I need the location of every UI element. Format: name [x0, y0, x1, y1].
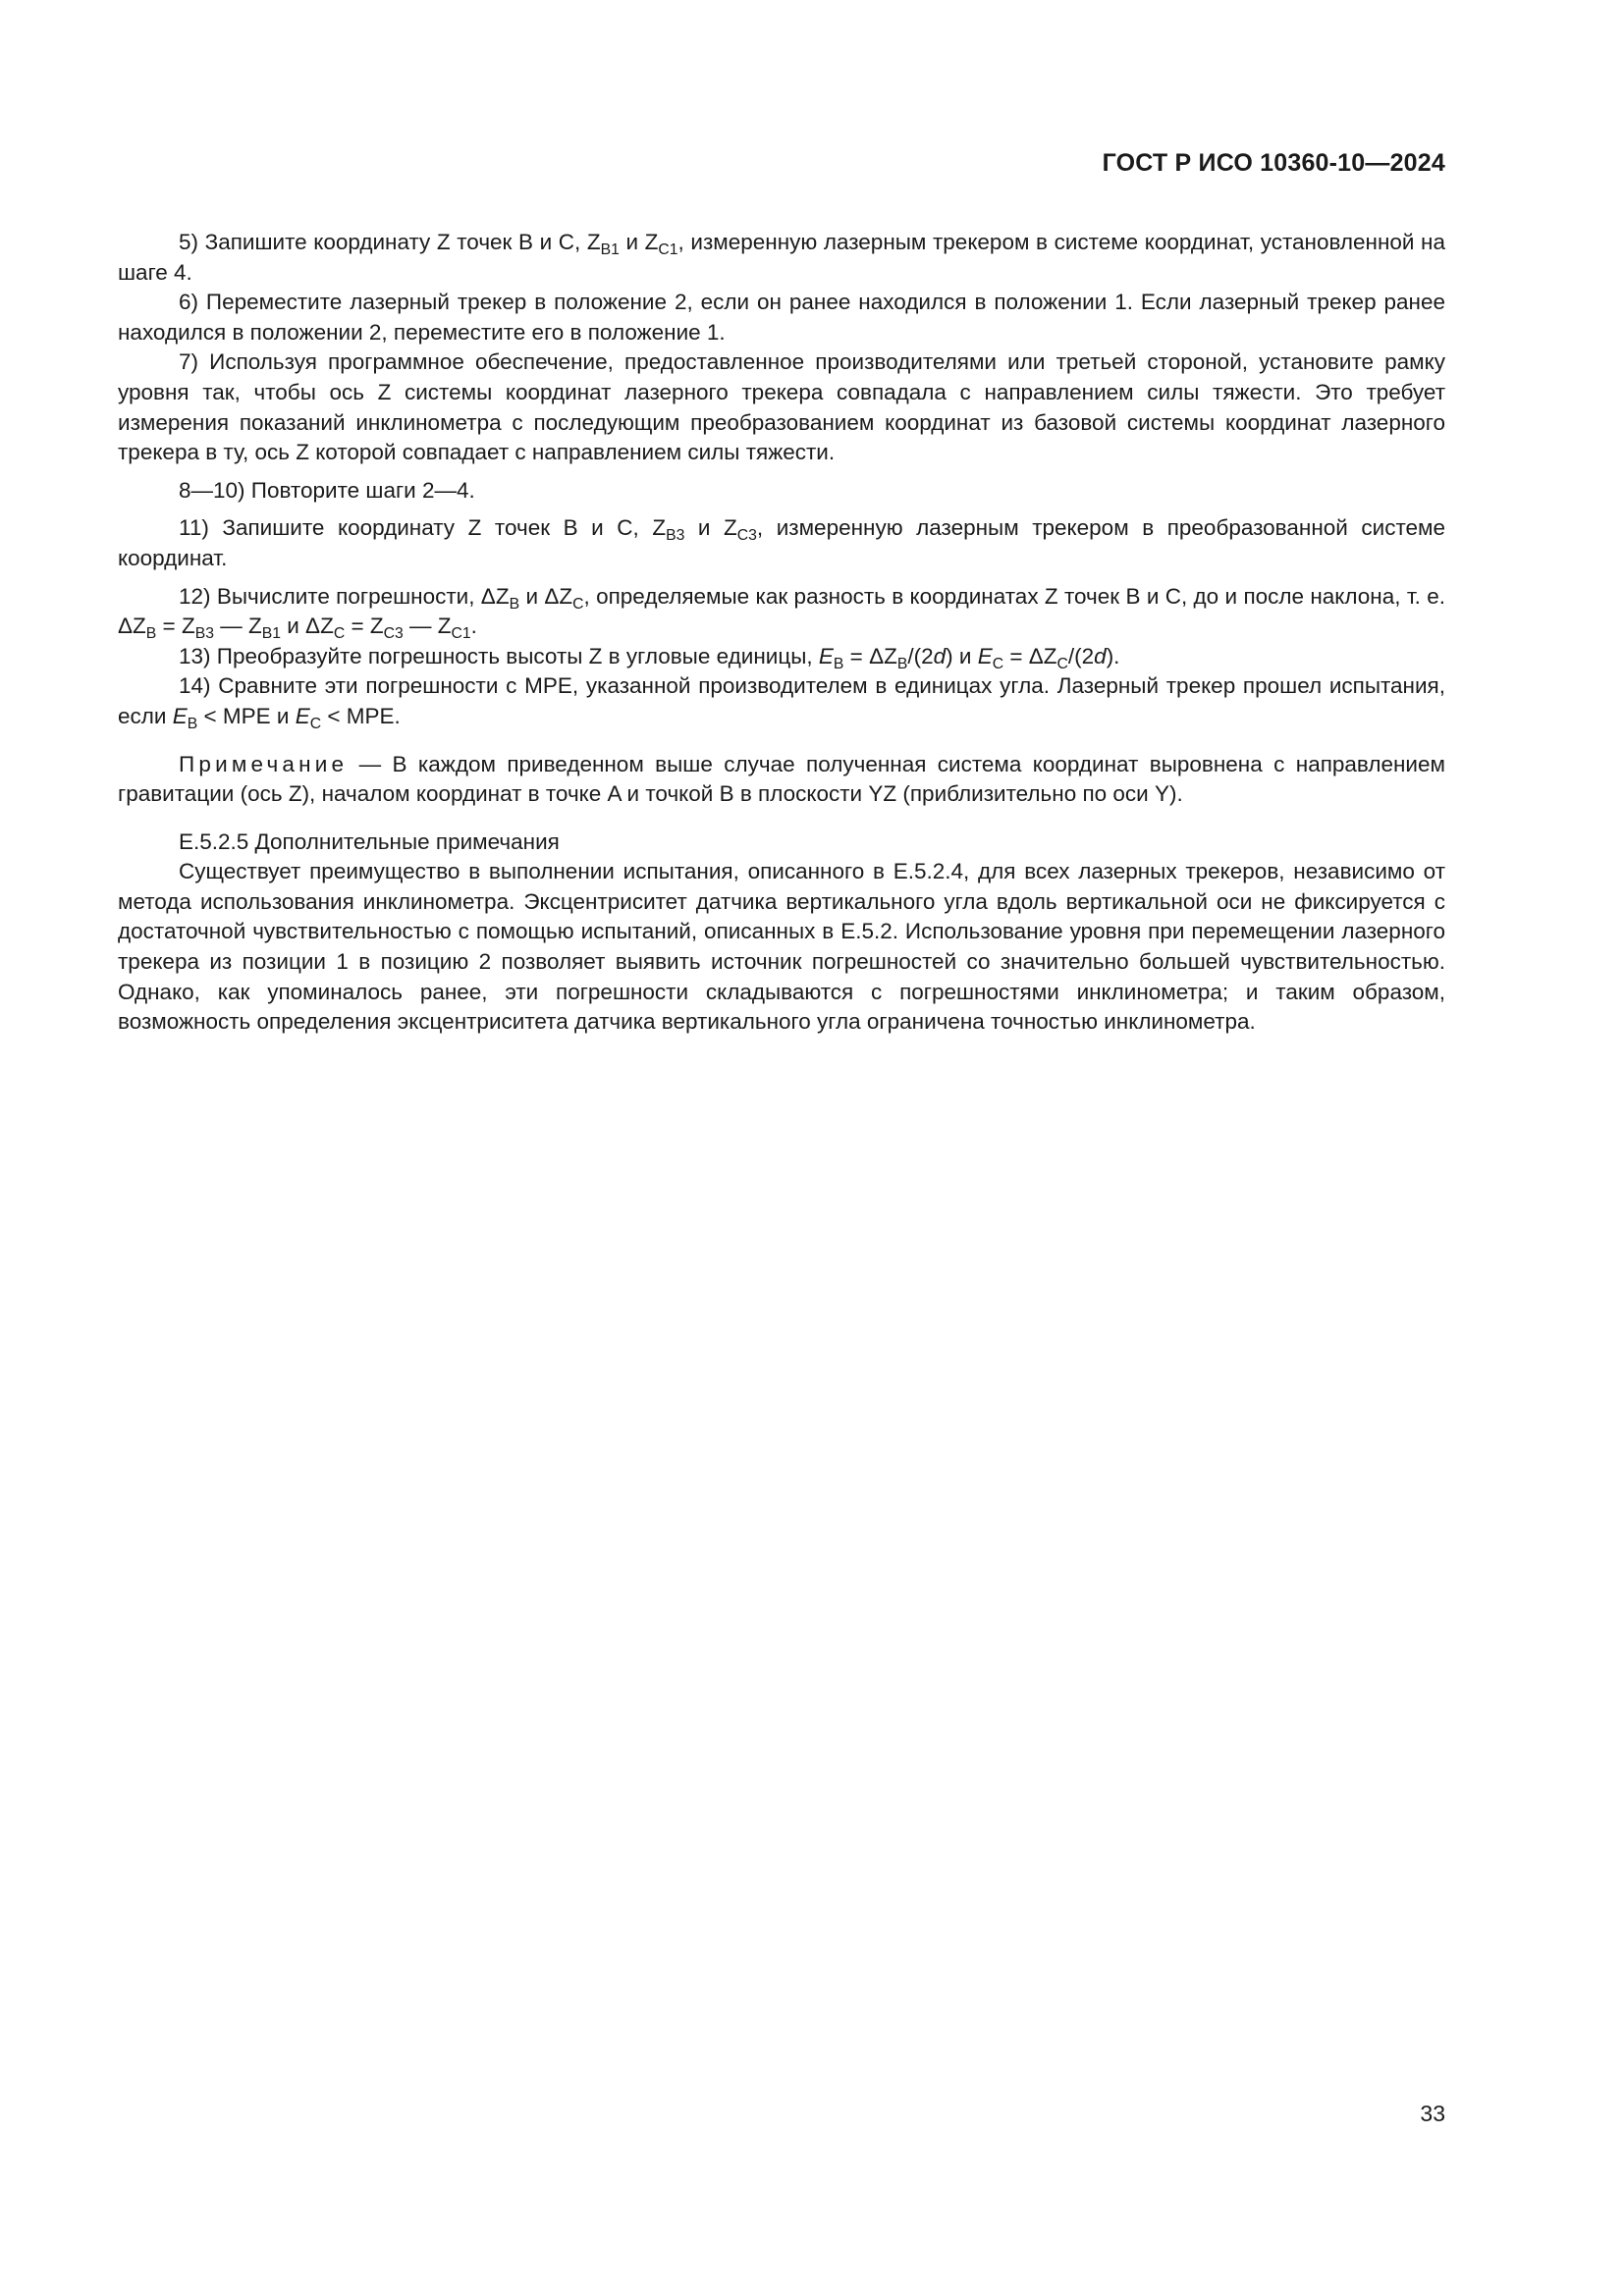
step-6-paragraph: 6) Переместите лазерный трекер в положение 2, если он ранее находился в положении 1. Если лазерный трекер ранее находился в положении 2, переместите его в положение 1. [118, 290, 1445, 345]
step-8-10-paragraph: 8—10) Повторите шаги 2—4. [179, 477, 475, 503]
note-label: Примечание [179, 751, 349, 776]
page-number: 33 [1420, 2101, 1445, 2126]
page-header: ГОСТ Р ИСО 10360-10—2024 [1102, 149, 1445, 177]
section-body: Существует преимущество в выполнении испытания, описанного в E.5.2.4, для всех лазерных трекеров, независимо от метода использования инклинометра. Эксцентриситет датчика вертикального угла вдоль вертикальной оси не фиксируется с достаточной чувствительностью с помощью испытаний, описанных в E.5.2. Использование уровня при перемещении лазерного трекера из позиции 1 в позицию 2 позволяет выявить источник погрешностей со значительно большей чувствительностью. Однако, как упоминалось ранее, эти погрешности складываются с погрешностями инклинометра; и таким образом, возможность определения эксцентриситета датчика вертикального угла ограничена точностью инклинометра. [118, 859, 1445, 1035]
step-12-paragraph: 12) Вычислите погрешности, $\Delta Z_B$ и $\Delta Z_C$, определяемые как разность в координатах Z точек B и C, до и после наклона, т. е. $\Delta Z_B = Z_{B3}$ — $Z_{B1}$ и $\Delta Z_C = Z_{C3}$ — $Z_{C1}$. [118, 583, 1445, 643]
step-14-paragraph: 14) Сравните эти погрешности с MPE, указанной производителем в единицах угла. Лазерный трекер прошел испытания, если $E_B$ < MPE и $E_C$ < MPE. [118, 673, 1445, 732]
step-11-paragraph: 11) Запишите координату Z точек B и C, $Z_{B3}$ и $Z_{C3}$, измеренную лазерным трекером в преобразованной системе координат. [118, 515, 1445, 570]
section-title: E.5.2.5 Дополнительные примечания [179, 828, 560, 854]
document-body [118, 228, 1445, 1038]
note-paragraph: Примечание — В каждом приведенном выше случае полученная система координат выровнена с направлением гравитации (ось Z), началом координат в точке A и точкой B в плоскости YZ (приблизительно по оси Y). [118, 751, 1445, 807]
step-5-paragraph: 5) Запишите координату Z точек B и C, $Z_{B1}$ и $Z_{C1}$, измеренную лазерным трекером в системе координат, установленной на шаге 4. [118, 230, 1445, 285]
step-13-paragraph: 13) Преобразуйте погрешность высоты Z в угловые единицы, $E_B = \Delta Z_B/(2d)$ и $E_C = \Delta Z_C/(2d)$. [179, 643, 1120, 672]
step-7-paragraph: 7) Используя программное обеспечение, предоставленное производителями или третьей стороной, установите рамку уровня так, чтобы ось Z системы координат лазерного трекера совпадала с направлением силы тяжести. Это требует измерения показаний инклинометра с последующим преобразованием координат из базовой системы координат лазерного трекера в ту, ось Z которой совпадает с направлением силы тяжести. [118, 349, 1445, 465]
